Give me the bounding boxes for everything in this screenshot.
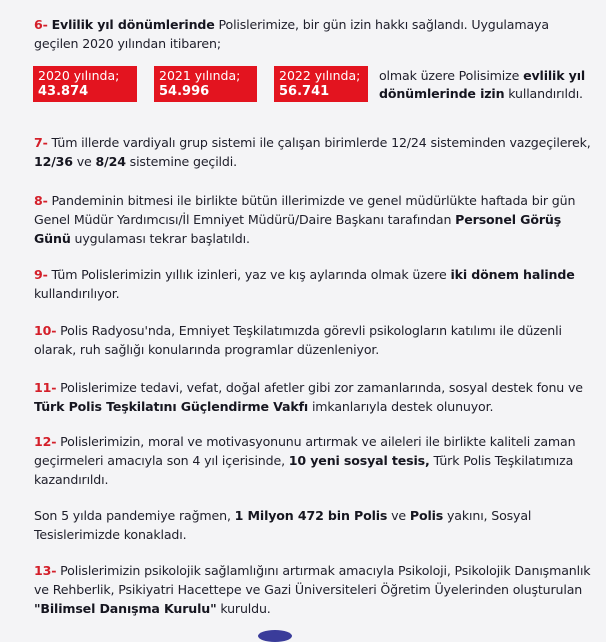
- decorative-arc: [258, 630, 292, 642]
- bold-text: Polis: [409, 508, 444, 523]
- item-number: 6-: [34, 17, 48, 32]
- year-label: 2022 yılında;: [279, 68, 361, 83]
- year-value: 54.996: [159, 84, 210, 99]
- year-label: 2020 yılında;: [38, 68, 120, 83]
- item-7: [34, 133, 594, 171]
- item-number: 11-: [34, 380, 57, 395]
- year-box-2022: [274, 66, 368, 102]
- item-text: Tüm illerde vardiyalı grup sistemi ile çalışan birimlerde 12/24 sisteminden vazgeçilerek,: [47, 135, 591, 150]
- year-label: 2021 yılında;: [159, 68, 241, 83]
- item-13: [34, 561, 594, 618]
- item-6-continuation: [379, 67, 599, 103]
- item-text: olmak üzere Polisimize: [379, 68, 524, 83]
- bold-text: 12/36: [34, 154, 73, 169]
- item-number: 10-: [34, 323, 57, 338]
- bold-text: "Bilimsel Danışma Kurulu": [34, 601, 217, 616]
- item-12: [34, 432, 594, 489]
- item-9: [34, 265, 594, 303]
- bold-text: iki dönem halinde: [450, 267, 575, 282]
- item-text: sistemine geçildi.: [125, 154, 237, 169]
- item-text: Polislerimize tedavi, vefat, doğal afetler gibi zor zamanlarında, sosyal destek fonu ve: [56, 380, 583, 395]
- item-6: [34, 15, 594, 53]
- item-text: Polislerimizin, moral ve motivasyonunu artırmak ve aileleri ile birlikte kaliteli zaman geçirmeleri amacıyla son 4 yıl içerisinde,: [34, 434, 576, 468]
- item-text: uygulaması tekrar başlatıldı.: [70, 231, 250, 246]
- item-number: 8-: [34, 193, 48, 208]
- year-box-2021: [154, 66, 257, 102]
- item-text: Tüm Polislerimizin yıllık izinleri, yaz ve kış aylarında olmak üzere: [47, 267, 451, 282]
- year-value: 43.874: [38, 84, 89, 99]
- item-8: [34, 191, 594, 248]
- item-text: kullandırılıyor.: [34, 286, 120, 301]
- item-text: Polis Radyosu'nda, Emniyet Teşkilatımızda görevli psikologların katılımı ile düzenli olarak, ruh sağlığı konularında programlar düzenleniyor.: [34, 323, 562, 357]
- year-box-2020: [33, 66, 137, 102]
- bold-text: Personel Görüş Günü: [34, 212, 562, 246]
- item-10: [34, 321, 594, 359]
- item-text: imkanlarıyla destek olunuyor.: [308, 399, 494, 414]
- bold-text: 1 Milyon 472 bin Polis: [234, 508, 388, 523]
- item-text: yakını, Sosyal Tesislerimizde konakladı.: [34, 508, 532, 542]
- item-text: Türk Polis Teşkilatımıza kazandırıldı.: [34, 453, 574, 487]
- year-value: 56.741: [279, 84, 330, 99]
- bold-text: evlilik yıl dönümlerinde izin: [379, 68, 586, 101]
- bold-text: Evlilik yıl dönümlerinde: [51, 17, 215, 32]
- item-text: Pandeminin bitmesi ile birlikte bütün illerimizde ve genel müdürlükte haftada bir gün Genel Müdür Yardımcısı/İl Emniyet Müdürü/Daire Başkanı tarafından: [34, 193, 576, 227]
- item-text: ve: [387, 508, 410, 523]
- item-12-continuation: [34, 506, 594, 544]
- item-text: Polislerimizin psikolojik sağlamlığını artırmak amacıyla Psikoloji, Psikolojik Danışmanlık ve Rehberlik, Psikiyatri Hacettepe ve Gazi Üniversiteleri Öğretim Üyelerinden oluşturulan: [34, 563, 591, 597]
- item-number: 9-: [34, 267, 48, 282]
- item-text: Polislerimize, bir gün izin hakkı sağlandı. Uygulamaya geçilen 2020 yılından itibaren;: [34, 17, 549, 51]
- item-11: [34, 378, 594, 416]
- item-text: ve: [72, 154, 96, 169]
- item-text: kuruldu.: [216, 601, 271, 616]
- bold-text: Türk Polis Teşkilatını Güçlendirme Vakfı: [34, 399, 309, 414]
- item-text: kullandırıldı.: [504, 86, 583, 101]
- item-text: Son 5 yılda pandemiye rağmen,: [34, 508, 235, 523]
- bold-text: 8/24: [95, 154, 126, 169]
- item-number: 12-: [34, 434, 57, 449]
- item-number: 7-: [34, 135, 48, 150]
- bold-text: 10 yeni sosyal tesis,: [288, 453, 430, 468]
- item-number: 13-: [34, 563, 57, 578]
